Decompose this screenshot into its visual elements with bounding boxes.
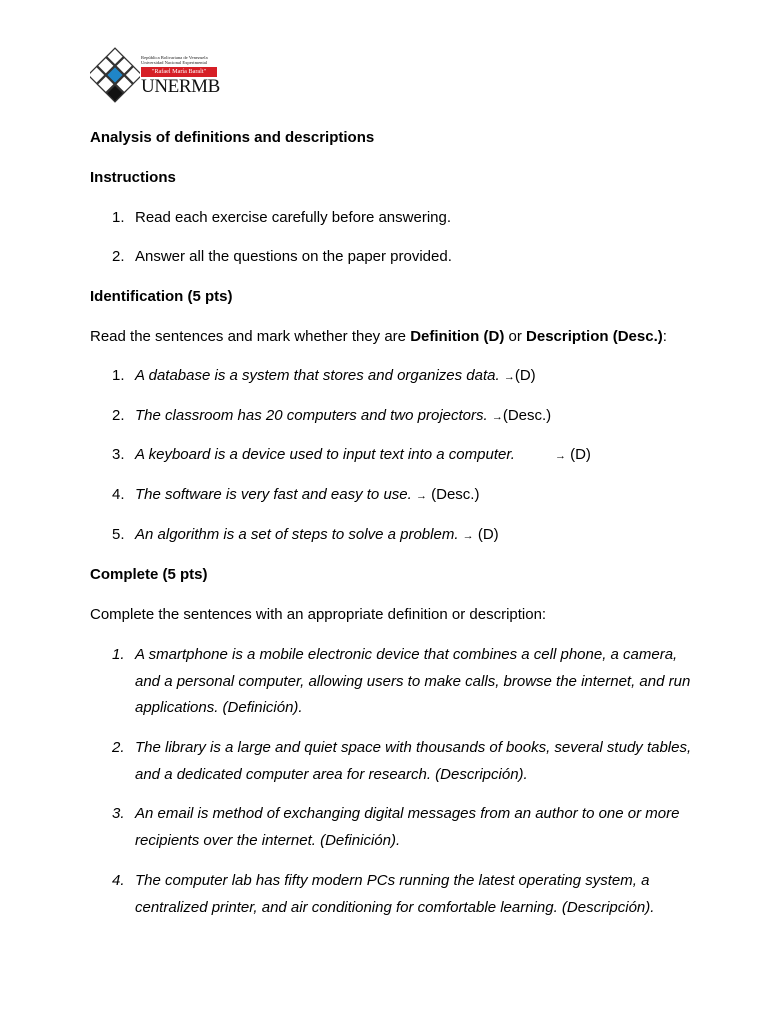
arrow-icon: → (503, 371, 515, 383)
instructions-heading: Instructions (90, 169, 176, 186)
arrow-icon: → (491, 411, 503, 423)
complete-item: An email is method of exchanging digital messages from an author to one or more recipients over the internet. (Definición). (135, 805, 680, 849)
instruction-item: Answer all the questions on the paper provided. (135, 248, 452, 265)
complete-number: 2. (112, 739, 125, 756)
item-sentence: A database is a system that stores and organizes data. (135, 367, 500, 384)
university-logo (90, 46, 218, 104)
arrow-icon: → (415, 490, 427, 502)
identification-item (135, 367, 536, 386)
identification-prompt: Read the sentences and mark whether they are Definition (D) or Description (Desc.): (90, 328, 667, 345)
complete-number: 3. (112, 805, 125, 822)
item-sentence: The software is very fast and easy to use. (135, 486, 412, 503)
logo-emblem-icon (90, 46, 140, 104)
identification-heading: Identification (5 pts) (90, 288, 233, 305)
instruction-number: 1. (112, 209, 125, 226)
identification-number: 1. (112, 367, 125, 384)
item-answer: (Desc.) (502, 407, 552, 424)
logo-line-1: República Bolivariana de Venezuela (141, 55, 208, 60)
document-title: Analysis of definitions and descriptions (90, 129, 375, 146)
item-answer: (D) (514, 367, 536, 384)
complete-number: 4. (112, 872, 125, 889)
item-answer: (D) (477, 526, 499, 543)
complete-number: 1. (112, 646, 125, 663)
logo-wordmark: UNERMB (141, 76, 220, 97)
identification-item (135, 486, 479, 505)
identification-item (135, 526, 499, 545)
item-sentence: A keyboard is a device used to input text into a computer. (135, 446, 515, 463)
complete-item: The library is a large and quiet space with thousands of books, several study tables, and a dedicated computer area for research. (Descripción). (135, 739, 692, 783)
arrow-icon: → (554, 450, 566, 462)
arrow-icon: → (462, 530, 474, 542)
item-answer: (Desc.) (431, 486, 480, 503)
logo-banner: "Rafael María Baralt" (141, 67, 217, 77)
identification-item (135, 407, 551, 426)
identification-number: 5. (112, 526, 125, 543)
complete-heading: Complete (5 pts) (90, 566, 208, 583)
identification-number: 2. (112, 407, 125, 424)
identification-number: 4. (112, 486, 125, 503)
instruction-number: 2. (112, 248, 125, 265)
item-answer: (D) (570, 446, 591, 463)
complete-prompt: Complete the sentences with an appropriate definition or description: (90, 606, 547, 623)
identification-number: 3. (112, 446, 125, 463)
identification-item (135, 446, 591, 465)
instruction-item: Read each exercise carefully before answering. (135, 209, 452, 226)
logo-line-2: Universidad Nacional Experimental (141, 60, 208, 65)
item-sentence: The classroom has 20 computers and two projectors. (135, 407, 488, 424)
complete-item: The computer lab has fifty modern PCs running the latest operating system, a centralized printer, and air conditioning for comfortable learning. (Descripción). (135, 872, 655, 916)
complete-item: A smartphone is a mobile electronic device that combines a cell phone, a camera, and a personal computer, allowing users to make calls, browse the internet, and run applications. (Definición). (135, 646, 691, 716)
item-sentence: An algorithm is a set of steps to solve a problem. (135, 526, 459, 543)
